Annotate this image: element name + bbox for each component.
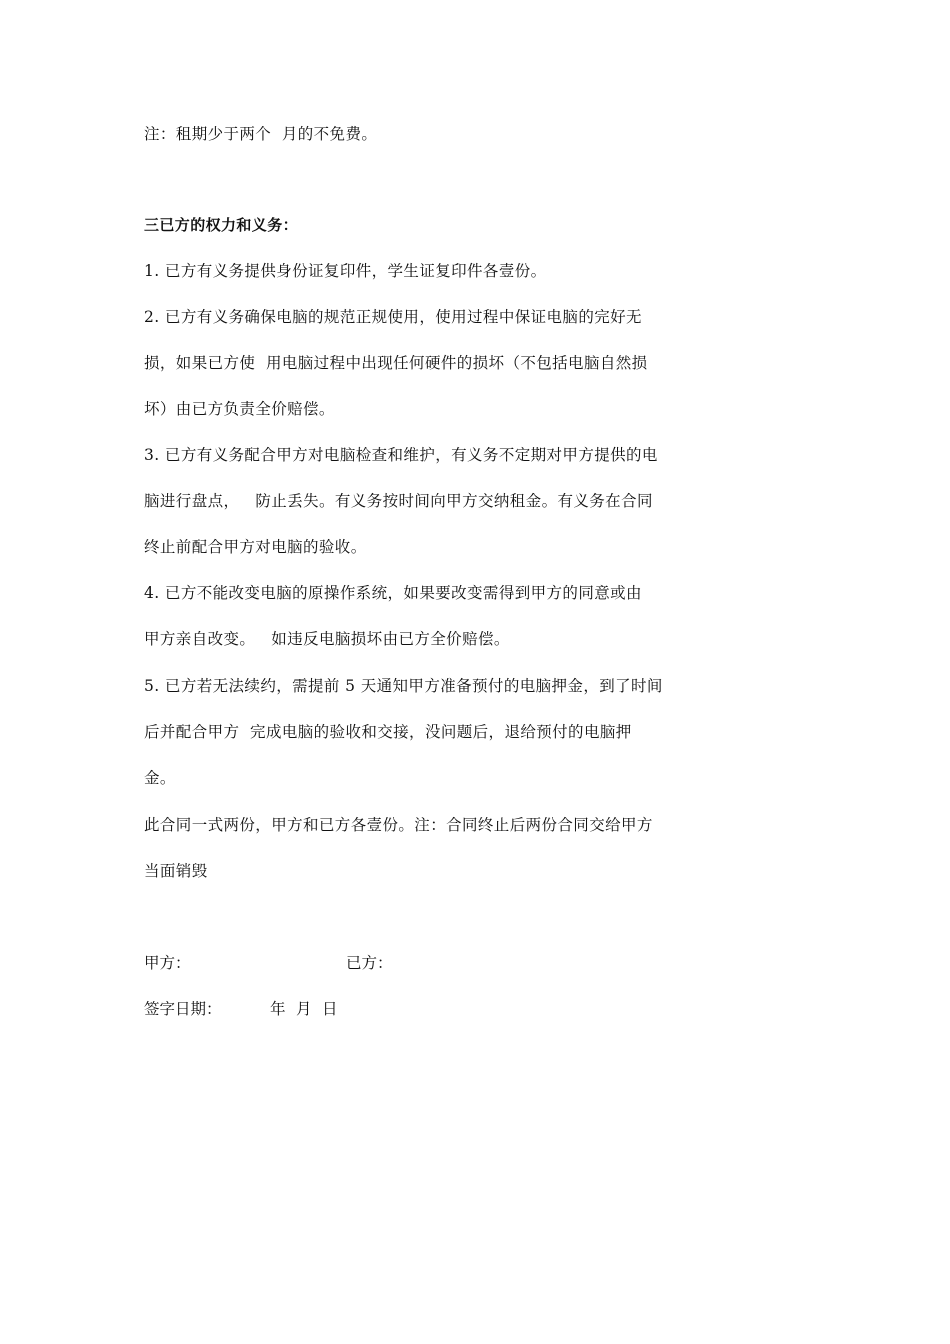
clause-line: 1. 已方有义务提供身份证复印件，学生证复印件各壹份。 [144, 262, 547, 280]
clause-line: 损，如果已方使 用电脑过程中出现任何硬件的损坏（不包括电脑自然损 [144, 354, 648, 372]
clause-line: 4. 已方不能改变电脑的原操作系统，如果要改变需得到甲方的同意或由 [144, 584, 642, 602]
closing-line: 此合同一式两份，甲方和已方各壹份。注：合同终止后两份合同交给甲方 [144, 816, 653, 834]
clause-line: 2. 已方有义务确保电脑的规范正规使用，使用过程中保证电脑的完好无 [144, 308, 642, 326]
clause-line: 坏）由已方负责全价赔偿。 [144, 400, 335, 418]
sign-date-label: 签字日期： [144, 1000, 222, 1018]
party-b-label: 已方： [346, 954, 393, 972]
clause-line: 5. 已方若无法续约，需提前 5 天通知甲方准备预付的电脑押金，到了时间 [144, 677, 663, 695]
closing-line: 当面销毁 [144, 862, 208, 880]
clause-line: 甲方亲自改变。 如违反电脑损坏由已方全价赔偿。 [144, 630, 510, 648]
clause-line: 脑进行盘点， 防止丢失。有义务按时间向甲方交纳租金。有义务在合同 [144, 492, 653, 510]
date-year: 年 [270, 1000, 286, 1018]
clause-line: 后并配合甲方 完成电脑的验收和交接，没问题后，退给预付的电脑押 [144, 723, 632, 741]
date-day: 日 [322, 1000, 338, 1018]
clause-line: 金。 [144, 769, 176, 787]
clause-line: 终止前配合甲方对电脑的验收。 [144, 538, 367, 556]
party-a-label: 甲方： [144, 954, 191, 972]
clause-line: 3. 已方有义务配合甲方对电脑检查和维护，有义务不定期对甲方提供的电 [144, 446, 658, 464]
section-heading: 三已方的权力和义务： [144, 216, 299, 234]
rent-note: 注：租期少于两个 月的不免费。 [144, 125, 378, 143]
date-month: 月 [296, 1000, 312, 1018]
